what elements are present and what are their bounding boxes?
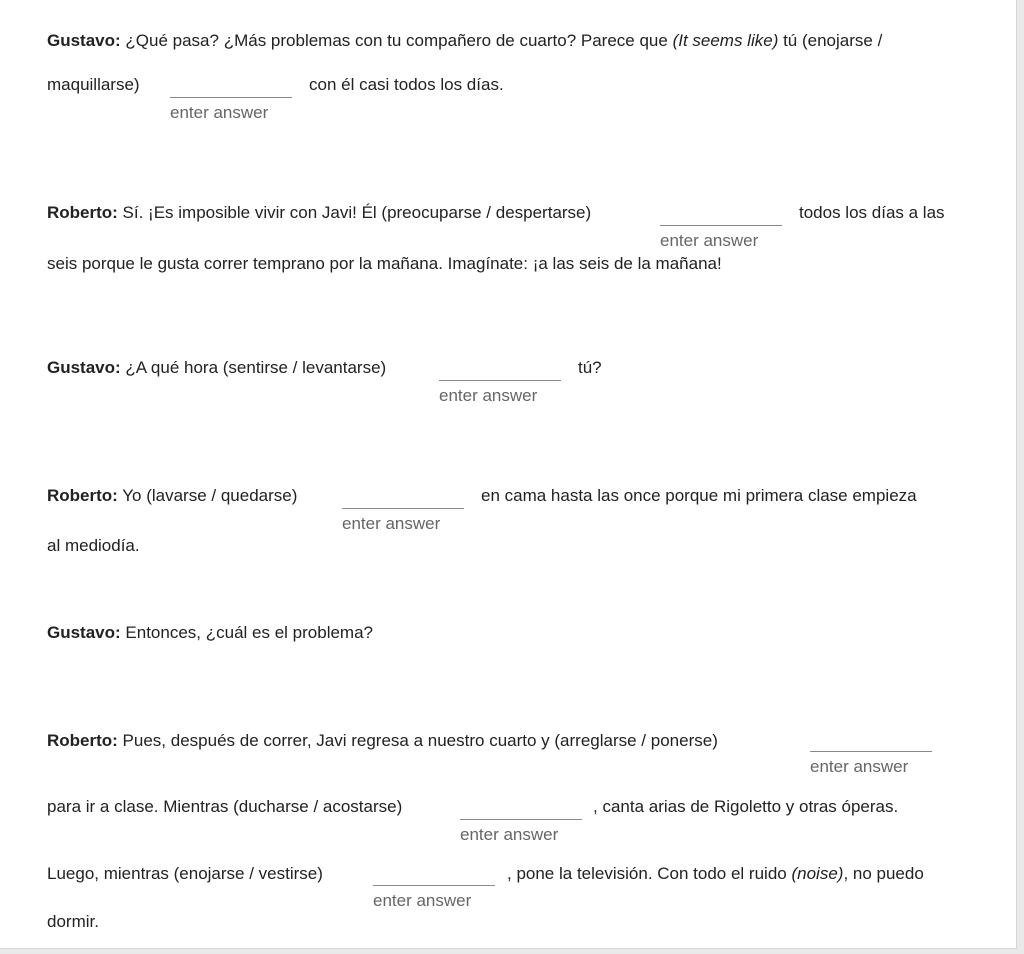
answer-field-5[interactable] xyxy=(810,751,932,752)
dialogue-line: en cama hasta las once porque mi primera clase empieza xyxy=(481,486,917,505)
answer-hint: enter answer xyxy=(373,891,472,910)
answer-hint: enter answer xyxy=(170,103,269,122)
dialogue-line: Luego, mientras (enojarse / vestirse) xyxy=(47,864,323,883)
speaker-label: Gustavo: xyxy=(47,358,121,377)
dialogue-line: para ir a clase. Mientras (ducharse / acostarse) xyxy=(47,797,403,816)
dialogue-line: , canta arias de Rigoletto y otras óperas. xyxy=(593,797,899,816)
dialogue-line: maquillarse) xyxy=(47,75,140,94)
answer-field-7[interactable] xyxy=(373,885,495,886)
answer-hint: enter answer xyxy=(342,514,441,533)
answer-input-5[interactable] xyxy=(810,725,932,749)
answer-field-4[interactable] xyxy=(342,508,464,509)
speaker-label: Gustavo: xyxy=(47,623,121,642)
answer-field-1[interactable] xyxy=(170,97,292,98)
answer-input-3[interactable] xyxy=(439,354,561,378)
dialogue-line: Gustavo: ¿Qué pasa? ¿Más problemas con tu compañero de cuarto? Parece que (It seems like) tú (enojarse / xyxy=(47,31,883,50)
answer-hint: enter answer xyxy=(439,386,538,405)
answer-field-2[interactable] xyxy=(660,225,782,226)
dialogue-line: Roberto: Yo (lavarse / quedarse) xyxy=(47,486,298,505)
answer-input-4[interactable] xyxy=(342,482,464,506)
speaker-label: Roberto: xyxy=(47,731,118,750)
dialogue-line: Roberto: Sí. ¡Es imposible vivir con Javi! Él (preocuparse / despertarse) xyxy=(47,203,592,222)
dialogue-line: tú? xyxy=(578,358,602,377)
answer-hint: enter answer xyxy=(660,231,759,250)
dialogue-line: dormir. xyxy=(47,912,99,931)
answer-input-7[interactable] xyxy=(373,859,495,883)
dialogue-line: seis porque le gusta correr temprano por la mañana. Imagínate: ¡a las seis de la mañana! xyxy=(47,254,722,273)
speaker-label: Roberto: xyxy=(47,486,118,505)
speaker-label: Roberto: xyxy=(47,203,118,222)
answer-field-3[interactable] xyxy=(439,380,561,381)
answer-input-2[interactable] xyxy=(660,199,782,223)
answer-input-1[interactable] xyxy=(170,71,292,95)
dialogue-line: Gustavo: Entonces, ¿cuál es el problema? xyxy=(47,623,373,642)
answer-input-6[interactable] xyxy=(460,793,582,817)
dialogue-line: con él casi todos los días. xyxy=(309,75,504,94)
answer-hint: enter answer xyxy=(460,825,559,844)
answer-field-6[interactable] xyxy=(460,819,582,820)
dialogue-line: Roberto: Pues, después de correr, Javi regresa a nuestro cuarto y (arreglarse / ponerse) xyxy=(47,731,718,750)
dialogue-line: , pone la televisión. Con todo el ruido (noise), no puedo xyxy=(507,864,924,883)
dialogue-line: al mediodía. xyxy=(47,536,140,555)
speaker-label: Gustavo: xyxy=(47,31,121,50)
answer-hint: enter answer xyxy=(810,757,909,776)
dialogue-line: todos los días a las xyxy=(799,203,945,222)
dialogue-line: Gustavo: ¿A qué hora (sentirse / levantarse) xyxy=(47,358,387,377)
